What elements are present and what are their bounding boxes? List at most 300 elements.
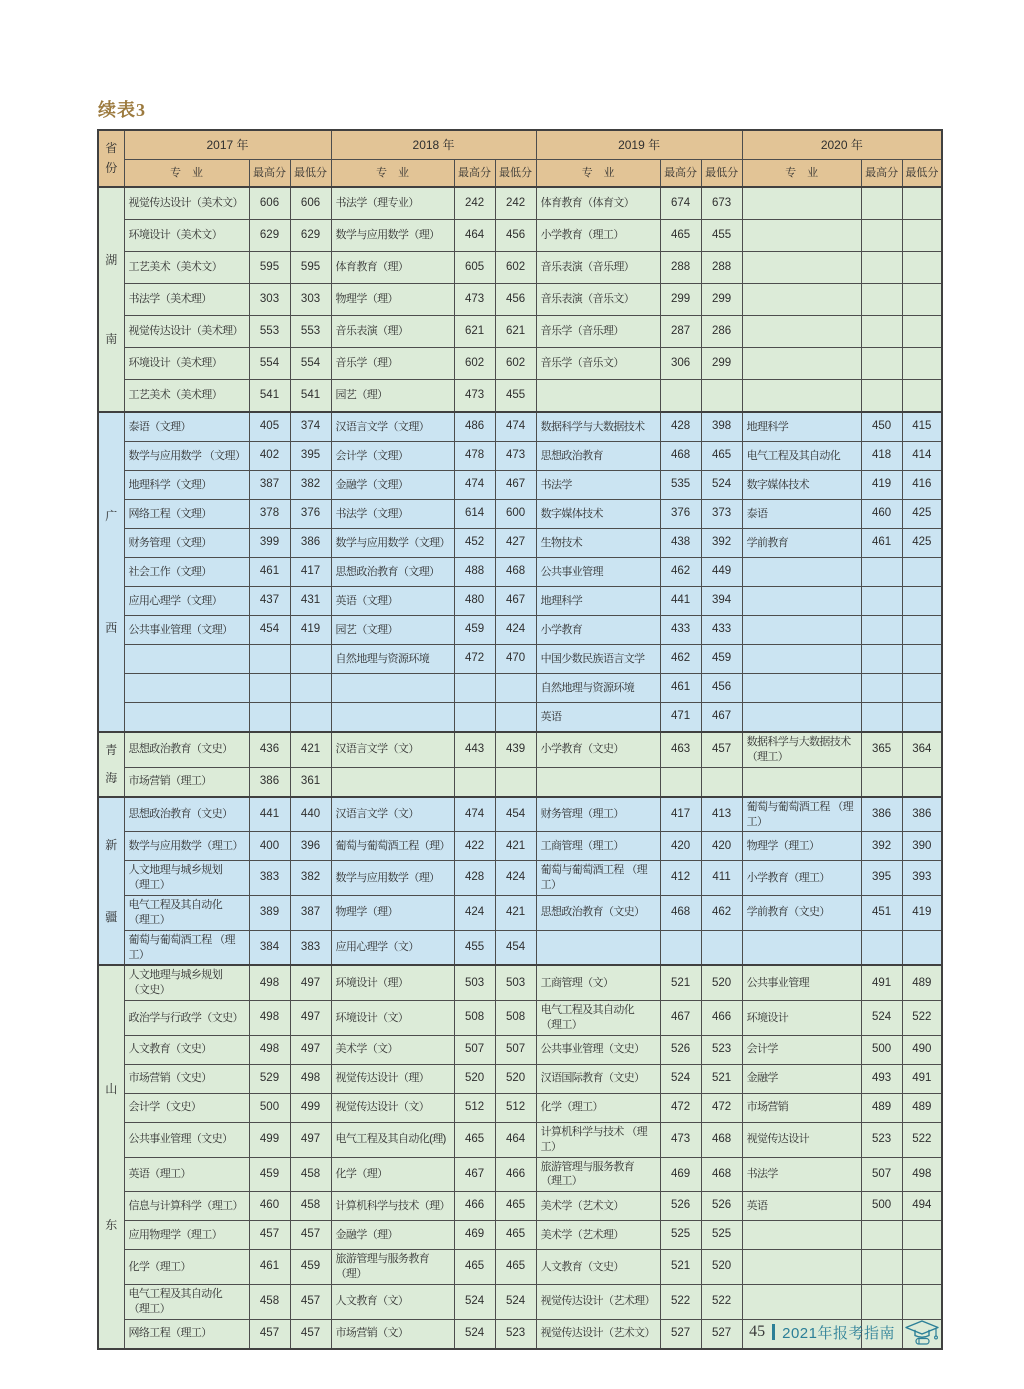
major-cell: 视觉传达设计（美术文） [124, 187, 249, 220]
province-char: 广 [105, 508, 118, 523]
max-score-cell: 459 [454, 616, 495, 645]
min-score-cell: 470 [495, 645, 536, 674]
max-score-cell: 527 [660, 1319, 701, 1349]
min-score-cell: 392 [701, 529, 742, 558]
table-row [98, 1122, 942, 1157]
major-cell: 旅游管理与服务教育 （理工） [536, 1157, 660, 1192]
province-header-char: 份 [105, 160, 118, 175]
major-cell: 汉语言文学（文理） [331, 412, 454, 442]
max-score-cell: 464 [454, 220, 495, 252]
major-cell: 视觉传达设计 [742, 1122, 861, 1157]
max-score-cell: 386 [861, 797, 902, 832]
max-score-cell: 512 [454, 1093, 495, 1122]
major-cell: 工商管理（文） [536, 965, 660, 1000]
table-row [98, 471, 942, 500]
table-row [98, 1093, 942, 1122]
min-score-cell [902, 703, 942, 733]
min-score-cell: 449 [701, 558, 742, 587]
min-score-cell: 242 [495, 187, 536, 220]
min-score-cell: 595 [290, 252, 331, 284]
table-row [98, 1284, 942, 1319]
min-score-cell: 465 [701, 442, 742, 471]
min-score-cell [902, 1221, 942, 1250]
major-cell: 金融学（理） [331, 1221, 454, 1250]
max-score-cell: 508 [454, 1001, 495, 1036]
major-cell: 数学与应用数学 （文理） [124, 442, 249, 471]
max-score-cell: 441 [249, 797, 290, 832]
min-score-cell: 421 [495, 832, 536, 861]
province-char: 西 [105, 621, 118, 635]
min-score-cell: 525 [701, 1221, 742, 1250]
max-score-cell: 299 [660, 284, 701, 316]
min-score-cell: 454 [495, 797, 536, 832]
max-score-cell: 457 [249, 1319, 290, 1349]
table-row [98, 797, 942, 832]
max-score-cell: 463 [660, 732, 701, 767]
major-cell: 音乐表演（音乐理） [536, 252, 660, 284]
min-score-cell: 411 [701, 861, 742, 896]
min-score-cell: 421 [290, 732, 331, 767]
footer-divider [772, 1324, 775, 1340]
major-cell: 会计学（文史） [124, 1093, 249, 1122]
min-score-cell: 382 [290, 471, 331, 500]
min-score-cell [495, 767, 536, 797]
major-cell: 公共事业管理 [536, 558, 660, 587]
max-score-cell: 524 [454, 1319, 495, 1349]
year-header-2017: 2017 年 [124, 130, 331, 160]
province-label [98, 965, 124, 1348]
min-score-cell: 386 [902, 797, 942, 832]
max-score-cell [660, 767, 701, 797]
max-score-cell: 471 [660, 703, 701, 733]
min-score-cell: 383 [290, 930, 331, 965]
page-number: 45 [749, 1323, 766, 1340]
major-cell: 学前教育 [742, 529, 861, 558]
min-score-cell: 396 [290, 832, 331, 861]
max-score-cell: 452 [454, 529, 495, 558]
min-score-cell: 521 [701, 1064, 742, 1093]
major-cell: 数据科学与大数据技术（理工） [742, 732, 861, 767]
major-cell [742, 558, 861, 587]
min-score-cell: 522 [902, 1001, 942, 1036]
major-cell [124, 703, 249, 733]
min-score-cell: 414 [902, 442, 942, 471]
major-cell: 小学教育（理工） [536, 220, 660, 252]
max-score-cell: 473 [660, 1122, 701, 1157]
max-score-cell: 529 [249, 1064, 290, 1093]
max-score-cell: 500 [861, 1192, 902, 1221]
min-score-cell: 420 [701, 832, 742, 861]
max-score-cell [861, 316, 902, 348]
min-score-cell: 413 [701, 797, 742, 832]
province-section-1 [98, 412, 942, 732]
major-cell: 电气工程及其自动化 [742, 442, 861, 471]
min-score-cell: 527 [701, 1319, 742, 1349]
major-cell: 音乐表演（理） [331, 316, 454, 348]
min-score-cell: 424 [495, 861, 536, 896]
major-cell: 环境设计（文） [331, 1001, 454, 1036]
max-score-cell: 674 [660, 187, 701, 220]
major-cell: 音乐表演（音乐文） [536, 284, 660, 316]
max-score-cell: 384 [249, 930, 290, 965]
major-cell: 书法学 [536, 471, 660, 500]
max-score-cell [861, 767, 902, 797]
table-row [98, 930, 942, 965]
max-score-cell: 472 [454, 645, 495, 674]
min-score-cell: 288 [701, 252, 742, 284]
major-cell: 园艺（文理） [331, 616, 454, 645]
max-score-cell: 523 [861, 1122, 902, 1157]
major-header: 专 业 [536, 160, 660, 188]
major-cell: 电气工程及其自动化 （理工） [124, 896, 249, 931]
min-score-cell: 382 [290, 861, 331, 896]
max-score-cell [861, 284, 902, 316]
min-score-cell: 467 [701, 703, 742, 733]
max-score-cell [861, 587, 902, 616]
max-score-cell: 498 [249, 965, 290, 1000]
min-score-cell: 457 [290, 1284, 331, 1319]
max-score-cell: 422 [454, 832, 495, 861]
max-score-cell: 526 [660, 1035, 701, 1064]
max-score-cell: 602 [454, 348, 495, 380]
max-score-cell: 466 [454, 1192, 495, 1221]
max-score-cell: 461 [660, 674, 701, 703]
min-score-cell: 386 [290, 529, 331, 558]
max-score-cell [861, 703, 902, 733]
table-row [98, 220, 942, 252]
min-score-cell: 286 [701, 316, 742, 348]
major-cell: 体育教育（理） [331, 252, 454, 284]
max-score-cell: 395 [861, 861, 902, 896]
table-row [98, 558, 942, 587]
max-score-cell [861, 1250, 902, 1285]
major-cell: 计算机科学与技术 （理工） [536, 1122, 660, 1157]
major-cell: 自然地理与资源环境 [331, 645, 454, 674]
major-cell: 书法学（文理） [331, 500, 454, 529]
min-score-cell: 499 [290, 1093, 331, 1122]
major-cell [742, 767, 861, 797]
major-cell [742, 616, 861, 645]
max-score-cell: 383 [249, 861, 290, 896]
max-score-cell: 541 [249, 380, 290, 413]
major-cell: 电气工程及其自动化(理) [331, 1122, 454, 1157]
max-score-cell: 526 [660, 1192, 701, 1221]
max-score-cell [861, 187, 902, 220]
min-score-cell: 526 [701, 1192, 742, 1221]
min-score-cell: 497 [290, 1122, 331, 1157]
major-cell: 视觉传达设计（理） [331, 1064, 454, 1093]
max-score-cell: 461 [861, 529, 902, 558]
table-row [98, 587, 942, 616]
max-score-cell: 436 [249, 732, 290, 767]
max-score-cell: 468 [660, 442, 701, 471]
major-cell: 汉语国际教育（文史） [536, 1064, 660, 1093]
year-header-2019: 2019 年 [536, 130, 742, 160]
major-cell: 化学（理） [331, 1157, 454, 1192]
table-row [98, 412, 942, 442]
max-score-cell [454, 703, 495, 733]
max-score-cell: 428 [454, 861, 495, 896]
min-score-cell [495, 703, 536, 733]
min-score-cell: 395 [290, 442, 331, 471]
table-row [98, 442, 942, 471]
max-score-cell: 437 [249, 587, 290, 616]
max-score-cell: 387 [249, 471, 290, 500]
table-row [98, 1221, 942, 1250]
major-cell: 旅游管理与服务教育（理） [331, 1250, 454, 1285]
max-score-cell: 521 [660, 965, 701, 1000]
max-score-cell: 465 [454, 1250, 495, 1285]
major-cell: 工艺美术（美术理） [124, 380, 249, 413]
min-score-cell: 489 [902, 1093, 942, 1122]
min-score-cell [495, 674, 536, 703]
min-score-cell: 415 [902, 412, 942, 442]
major-cell: 小学教育（理工） [742, 861, 861, 896]
min-score-cell [902, 220, 942, 252]
min-score-cell: 467 [495, 471, 536, 500]
min-score-cell: 439 [495, 732, 536, 767]
min-score-cell: 373 [701, 500, 742, 529]
min-score-cell: 490 [902, 1035, 942, 1064]
min-score-cell: 457 [701, 732, 742, 767]
min-score-cell [290, 674, 331, 703]
table-row [98, 1064, 942, 1093]
min-score-cell: 498 [902, 1157, 942, 1192]
max-score-cell: 433 [660, 616, 701, 645]
major-cell [742, 1221, 861, 1250]
major-cell: 金融学（文理） [331, 471, 454, 500]
max-score-cell: 389 [249, 896, 290, 931]
major-cell: 思想政治教育（文史） [124, 797, 249, 832]
min-score-cell: 427 [495, 529, 536, 558]
major-cell: 地理科学 [536, 587, 660, 616]
min-score-cell: 419 [902, 896, 942, 931]
major-cell: 物理学（理工） [742, 832, 861, 861]
major-cell [536, 767, 660, 797]
major-cell [331, 674, 454, 703]
major-cell: 环境设计（美术文） [124, 220, 249, 252]
table-row [98, 1192, 942, 1221]
major-cell: 英语 [742, 1192, 861, 1221]
major-cell: 人文地理与城乡规划 （理工） [124, 861, 249, 896]
max-score-cell: 468 [660, 896, 701, 931]
min-score-cell: 455 [701, 220, 742, 252]
min-score-cell: 524 [495, 1284, 536, 1319]
min-score-cell: 416 [902, 471, 942, 500]
province-section-4 [98, 965, 942, 1348]
max-score-cell: 500 [861, 1035, 902, 1064]
major-header: 专 业 [124, 160, 249, 188]
max-score-cell: 462 [660, 558, 701, 587]
major-cell [536, 930, 660, 965]
major-cell: 人文教育（文） [331, 1284, 454, 1319]
min-score-cell: 465 [495, 1221, 536, 1250]
max-score-cell: 386 [249, 767, 290, 797]
min-score-cell [701, 380, 742, 413]
max-score-cell: 521 [660, 1250, 701, 1285]
major-cell: 数字媒体技术 [536, 500, 660, 529]
max-score-cell: 457 [249, 1221, 290, 1250]
min-score-cell [902, 1284, 942, 1319]
max-score-cell: 499 [249, 1122, 290, 1157]
major-cell: 英语（理工） [124, 1157, 249, 1192]
table-row [98, 1035, 942, 1064]
min-score-cell: 374 [290, 412, 331, 442]
major-cell: 市场营销 [742, 1093, 861, 1122]
major-cell: 小学教育 [536, 616, 660, 645]
max-score-cell: 412 [660, 861, 701, 896]
max-score-cell [861, 930, 902, 965]
province-char: 海 [105, 771, 118, 786]
max-score-cell: 507 [861, 1157, 902, 1192]
min-score-cell: 553 [290, 316, 331, 348]
max-score-cell [861, 380, 902, 413]
min-score-cell: 433 [701, 616, 742, 645]
min-score-cell: 491 [902, 1064, 942, 1093]
major-cell [742, 348, 861, 380]
major-cell: 公共事业管理（文理） [124, 616, 249, 645]
max-score-cell: 459 [249, 1157, 290, 1192]
province-label [98, 187, 124, 412]
max-score-cell: 303 [249, 284, 290, 316]
min-score-cell: 524 [701, 471, 742, 500]
min-score-cell: 497 [290, 1035, 331, 1064]
major-cell: 葡萄与葡萄酒工程 （理工） [742, 797, 861, 832]
province-section-0 [98, 187, 942, 412]
min-score-cell [701, 767, 742, 797]
major-cell: 环境设计（理） [331, 965, 454, 1000]
major-cell: 数学与应用数学（理） [331, 861, 454, 896]
table-row [98, 861, 942, 896]
max-score-cell: 402 [249, 442, 290, 471]
major-cell: 视觉传达设计（艺术理） [536, 1284, 660, 1319]
max-score-cell: 503 [454, 965, 495, 1000]
major-cell: 思想政治教育 [536, 442, 660, 471]
major-cell: 公共事业管理 [742, 965, 861, 1000]
table-row [98, 529, 942, 558]
major-cell: 葡萄与葡萄酒工程 （理工） [536, 861, 660, 896]
major-cell: 会计学（文理） [331, 442, 454, 471]
major-cell: 市场营销（理工） [124, 767, 249, 797]
min-score-cell: 522 [701, 1284, 742, 1319]
major-cell: 电气工程及其自动化 （理工） [536, 1001, 660, 1036]
table-row [98, 1250, 942, 1285]
graduation-cap-icon [902, 1318, 942, 1346]
major-cell: 园艺（理） [331, 380, 454, 413]
major-cell: 泰语（文理） [124, 412, 249, 442]
min-score-cell [902, 587, 942, 616]
min-score-cell [902, 348, 942, 380]
province-section-2 [98, 732, 942, 797]
max-score-cell: 621 [454, 316, 495, 348]
min-score-cell: 462 [701, 896, 742, 931]
max-score-cell: 489 [861, 1093, 902, 1122]
page-title: 续表3 [98, 100, 146, 120]
max-score-cell [249, 674, 290, 703]
major-cell: 数学与应用数学（理） [331, 220, 454, 252]
max-score-cell: 306 [660, 348, 701, 380]
max-score-cell [861, 1284, 902, 1319]
max-score-cell [861, 616, 902, 645]
min-score-cell: 387 [290, 896, 331, 931]
max-score-cell: 605 [454, 252, 495, 284]
max-score-cell: 498 [249, 1035, 290, 1064]
max-score-cell: 399 [249, 529, 290, 558]
max-score-cell: 554 [249, 348, 290, 380]
province-char: 湖 [105, 253, 118, 268]
max-score-cell [861, 558, 902, 587]
major-cell [742, 1284, 861, 1319]
max-score-cell: 365 [861, 732, 902, 767]
major-cell [536, 380, 660, 413]
major-cell: 电气工程及其自动化 （理工） [124, 1284, 249, 1319]
major-cell [124, 645, 249, 674]
major-cell: 数字媒体技术 [742, 471, 861, 500]
min-score-cell [902, 645, 942, 674]
max-score-cell: 378 [249, 500, 290, 529]
major-cell [742, 587, 861, 616]
major-cell: 信息与计算科学（理工） [124, 1192, 249, 1221]
major-cell: 美术学（文） [331, 1035, 454, 1064]
max-score-cell: 400 [249, 832, 290, 861]
min-score-cell: 459 [701, 645, 742, 674]
min-score-cell: 459 [290, 1250, 331, 1285]
max-score-cell: 498 [249, 1001, 290, 1036]
min-score-cell [902, 674, 942, 703]
min-score-cell: 489 [902, 965, 942, 1000]
min-score-cell: 520 [495, 1064, 536, 1093]
min-score-cell: 458 [290, 1192, 331, 1221]
max-score-cell: 465 [454, 1122, 495, 1157]
max-score-cell: 629 [249, 220, 290, 252]
max-score-cell: 474 [454, 471, 495, 500]
min-score-cell: 456 [495, 220, 536, 252]
max-score-cell: 451 [861, 896, 902, 931]
province-char: 青 [105, 743, 118, 758]
major-cell: 应用心理学（文） [331, 930, 454, 965]
major-cell [742, 645, 861, 674]
min-score-header: 最低分 [290, 160, 331, 188]
min-score-cell: 419 [290, 616, 331, 645]
max-score-cell: 460 [249, 1192, 290, 1221]
table-row [98, 645, 942, 674]
major-cell: 计算机科学与技术（理） [331, 1192, 454, 1221]
max-score-cell: 418 [861, 442, 902, 471]
major-cell: 葡萄与葡萄酒工程（理） [331, 832, 454, 861]
table-row [98, 187, 942, 220]
min-score-cell: 554 [290, 348, 331, 380]
min-score-cell: 454 [495, 930, 536, 965]
major-cell: 学前教育（文史） [742, 896, 861, 931]
province-char: 山 [105, 1081, 118, 1096]
min-score-cell: 520 [701, 965, 742, 1000]
min-score-header: 最低分 [495, 160, 536, 188]
max-score-cell: 376 [660, 500, 701, 529]
province-char: 疆 [105, 909, 118, 924]
min-score-cell: 299 [701, 284, 742, 316]
table-row [98, 674, 942, 703]
max-score-cell: 606 [249, 187, 290, 220]
min-score-cell: 456 [701, 674, 742, 703]
min-score-cell: 303 [290, 284, 331, 316]
table-row [98, 896, 942, 931]
max-score-cell: 465 [660, 220, 701, 252]
max-score-cell: 500 [249, 1093, 290, 1122]
min-score-cell: 458 [290, 1157, 331, 1192]
table-row [98, 316, 942, 348]
min-score-cell: 393 [902, 861, 942, 896]
table-row [98, 1157, 942, 1192]
